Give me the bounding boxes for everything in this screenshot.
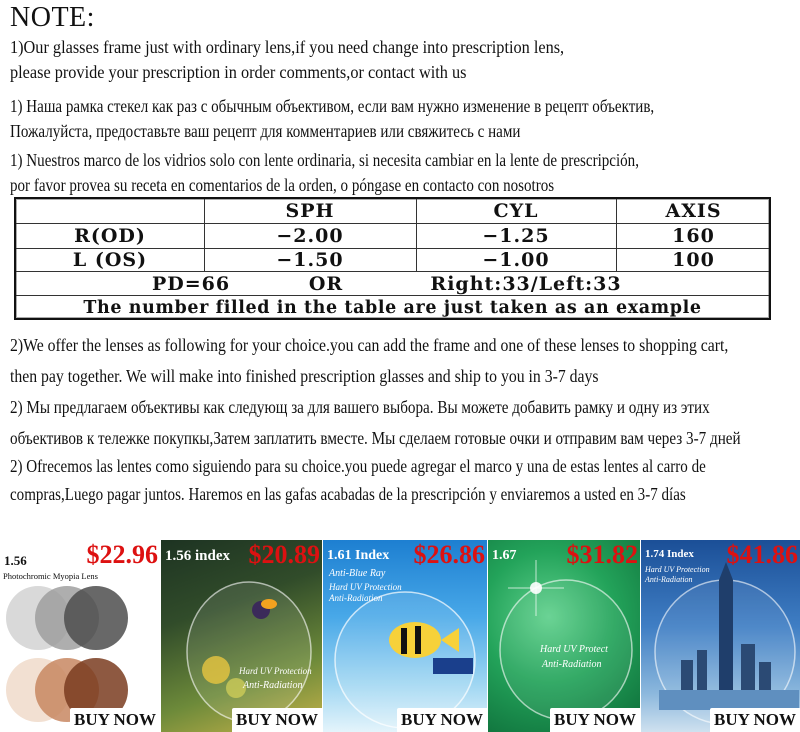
- section1-ru-line2: Пожалуйста, предоставьте ваш рецепт для комментариев или свяжитесь с нами: [10, 121, 521, 141]
- section1-es-line2: por favor provea su receta en comentarios de la orden, o póngase en contacto con nosotros: [10, 175, 555, 195]
- header-sph: SPH: [285, 200, 335, 222]
- lens-price: $31.82: [566, 540, 638, 569]
- buy-now-button[interactable]: BUY NOW: [397, 708, 487, 732]
- section1-en-line1: 1)Our glasses frame just with ordinary lens,if you need change into prescription lens,: [10, 37, 565, 57]
- section2-ru-line1: 2) Мы предлагаем объективы как следующ за для вашего выбора. Вы можете добавить рамку и одну из этих: [10, 397, 710, 417]
- lens-index: 1.56: [4, 553, 27, 568]
- section2-es-line1: 2) Ofrecemos las lentes como siguiendo para su choice.you puede agregar el marco y una de estas lentes al carro de: [10, 456, 706, 476]
- lens-card-photochromic[interactable]: [0, 540, 160, 732]
- lens-feature: Anti-Radiation: [243, 680, 303, 691]
- lens-index: 1.56 index: [165, 548, 231, 564]
- pd-or: OR: [308, 273, 344, 295]
- section1-es: [10, 148, 689, 198]
- section1-en: [10, 35, 745, 85]
- lens-index: 1.74 Index: [645, 548, 694, 560]
- section2-ru: [10, 392, 741, 454]
- lens-card-161-index[interactable]: [323, 540, 487, 732]
- buy-now-button[interactable]: BUY NOW: [550, 708, 640, 732]
- lens-feature: Anti-Radiation: [542, 659, 602, 670]
- row-od-axis: 160: [672, 225, 715, 247]
- section1-ru-line1: 1) Наша рамка стекел как раз с обычным объективом, если вам нужно изменение в рецепт объектив,: [10, 96, 655, 116]
- lens-price: $41.86: [726, 540, 798, 569]
- photochromic-lens-swatches: [0, 540, 160, 732]
- section1-en-line2: please provide your prescription in order comments,or contact with us: [10, 62, 467, 82]
- lens-feature: Anti-Blue Ray: [329, 568, 386, 579]
- lens-card-156-index[interactable]: [161, 540, 322, 732]
- section2-es: [10, 452, 706, 508]
- pd-value: PD=66: [151, 273, 231, 295]
- row-od-sph: −2.00: [276, 225, 344, 247]
- header-axis: AXIS: [665, 200, 722, 222]
- section2-es-line2: compras,Luego pagar juntos. Haremos en las gafas acabadas de la prescripción y enviaremos a usted en 3-7 días: [10, 484, 686, 504]
- row-od-label: R(OD): [74, 225, 146, 247]
- pd-split: Right:33/Left:33: [430, 273, 622, 295]
- row-os-axis: 100: [672, 249, 715, 271]
- buy-now-button[interactable]: BUY NOW: [710, 708, 800, 732]
- lens-feature: Anti-Radiation: [645, 575, 693, 584]
- buy-now-button[interactable]: BUY NOW: [70, 708, 160, 732]
- lens-price: $20.89: [248, 540, 320, 569]
- note-title: NOTE:: [10, 2, 95, 33]
- section1-es-line1: 1) Nuestros marco de los vidrios solo con lente ordinaria, si necesita cambiar en la lente de prescripción,: [10, 150, 639, 170]
- header-cyl: CYL: [493, 200, 539, 222]
- lens-card-167[interactable]: [488, 540, 640, 732]
- row-os-cyl: −1.00: [482, 249, 550, 271]
- lens-price: $26.86: [413, 540, 485, 569]
- lens-options: [0, 540, 800, 732]
- lens-index: 1.67: [492, 548, 517, 563]
- table-footnote: The number filled in the table are just taken as an example: [83, 298, 702, 318]
- section2-ru-line2: объективов к тележке покупкы,Затем заплатить вместе. Мы сделаем готовые очки и отправим вам через 3-7 дней: [10, 428, 741, 448]
- lens-feature: Hard UV Protection: [239, 666, 312, 676]
- lens-feature: Hard UV Protection: [329, 582, 402, 592]
- section2-en-line2: then pay together. We will make into finished prescription glasses and ship to you in 3-7 days: [10, 366, 599, 386]
- section2-en: [10, 330, 729, 392]
- section2-en-line1: 2)We offer the lenses as following for your choice.you can add the frame and one of these lenses to shopping cart,: [10, 335, 729, 355]
- lens-price: $22.96: [86, 540, 158, 569]
- section1-ru: [10, 94, 689, 144]
- lens-subtitle: Photochromic Myopia Lens: [3, 571, 98, 581]
- lens-feature: Hard UV Protect: [540, 644, 608, 655]
- lens-card-174-index[interactable]: [641, 540, 800, 732]
- buy-now-button[interactable]: BUY NOW: [232, 708, 322, 732]
- prescription-table: [14, 197, 771, 320]
- row-os-label: L (OS): [72, 249, 148, 271]
- lens-feature: Hard UV Protection: [645, 565, 710, 574]
- lens-index: 1.61 Index: [327, 548, 390, 563]
- row-od-cyl: −1.25: [482, 225, 550, 247]
- lens-feature: Anti-Radiation: [329, 593, 383, 603]
- row-os-sph: −1.50: [276, 249, 344, 271]
